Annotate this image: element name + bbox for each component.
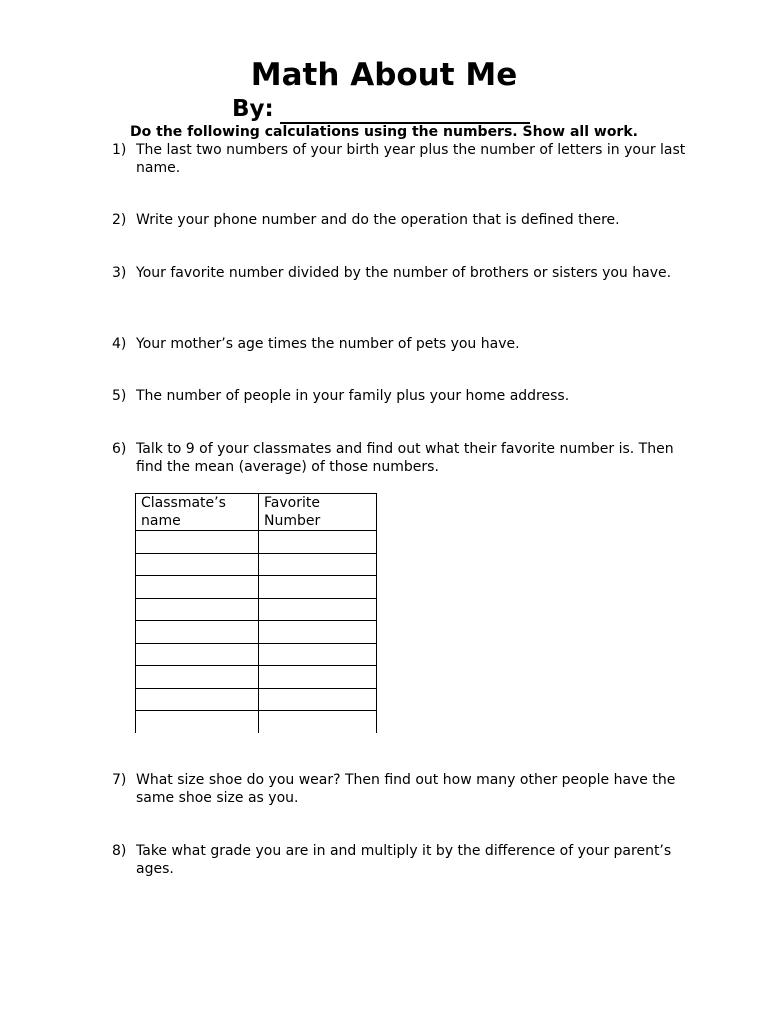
question-7 [112, 771, 692, 807]
name-cell[interactable] [136, 553, 259, 576]
table-row [136, 531, 377, 554]
worksheet-title: Math About Me [250, 57, 518, 93]
question-3 [112, 264, 692, 282]
name-cell[interactable] [136, 621, 259, 644]
number-cell[interactable] [259, 688, 377, 711]
author-line [232, 94, 530, 124]
question-number: 7) [112, 772, 127, 788]
name-cell[interactable] [136, 531, 259, 554]
table-header-row [136, 494, 377, 531]
question-text: What size shoe do you wear? Then find out how many other people have the same shoe size as you. [136, 772, 676, 806]
number-cell[interactable] [259, 531, 377, 554]
question-text: The number of people in your family plus your home address. [136, 388, 570, 404]
question-number: 3) [112, 265, 127, 281]
header-classmate-name: Classmate’s name [136, 494, 259, 531]
name-cell[interactable] [136, 643, 259, 666]
table-row [136, 666, 377, 689]
question-1 [112, 141, 692, 177]
classmates-table [135, 493, 377, 733]
question-text: Take what grade you are in and multiply it by the difference of your parent’s ages. [136, 843, 672, 877]
question-number: 5) [112, 388, 127, 404]
table-row [136, 711, 377, 733]
question-8 [112, 842, 692, 878]
instructions: Do the following calculations using the numbers. Show all work. [130, 124, 638, 140]
name-cell[interactable] [136, 576, 259, 599]
number-cell[interactable] [259, 666, 377, 689]
header-favorite-number: Favorite Number [259, 494, 377, 531]
question-text: Your favorite number divided by the number of brothers or sisters you have. [136, 265, 672, 281]
table-row [136, 621, 377, 644]
table-row [136, 643, 377, 666]
number-cell[interactable] [259, 576, 377, 599]
question-text: Write your phone number and do the operation that is defined there. [136, 212, 620, 228]
number-cell[interactable] [259, 598, 377, 621]
name-blank [280, 100, 530, 124]
table-row [136, 576, 377, 599]
question-number: 4) [112, 336, 127, 352]
question-text: The last two numbers of your birth year plus the number of letters in your last name. [136, 142, 686, 176]
question-2 [112, 211, 692, 229]
name-cell[interactable] [136, 688, 259, 711]
question-text: Your mother’s age times the number of pets you have. [136, 336, 520, 352]
number-cell[interactable] [259, 621, 377, 644]
table-row [136, 553, 377, 576]
by-label: By: [232, 96, 274, 122]
question-text: Talk to 9 of your classmates and find out what their favorite number is. Then find the mean (average) of those numbers. [136, 441, 674, 475]
name-cell[interactable] [136, 598, 259, 621]
table-row [136, 598, 377, 621]
question-number: 6) [112, 441, 127, 457]
name-cell[interactable] [136, 666, 259, 689]
number-cell[interactable] [259, 643, 377, 666]
question-4 [112, 335, 692, 353]
question-number: 8) [112, 843, 127, 859]
question-5 [112, 387, 692, 405]
number-cell[interactable] [259, 711, 377, 733]
question-number: 2) [112, 212, 127, 228]
name-cell[interactable] [136, 711, 259, 733]
question-number: 1) [112, 142, 127, 158]
table-row [136, 688, 377, 711]
question-6 [112, 440, 692, 476]
number-cell[interactable] [259, 553, 377, 576]
